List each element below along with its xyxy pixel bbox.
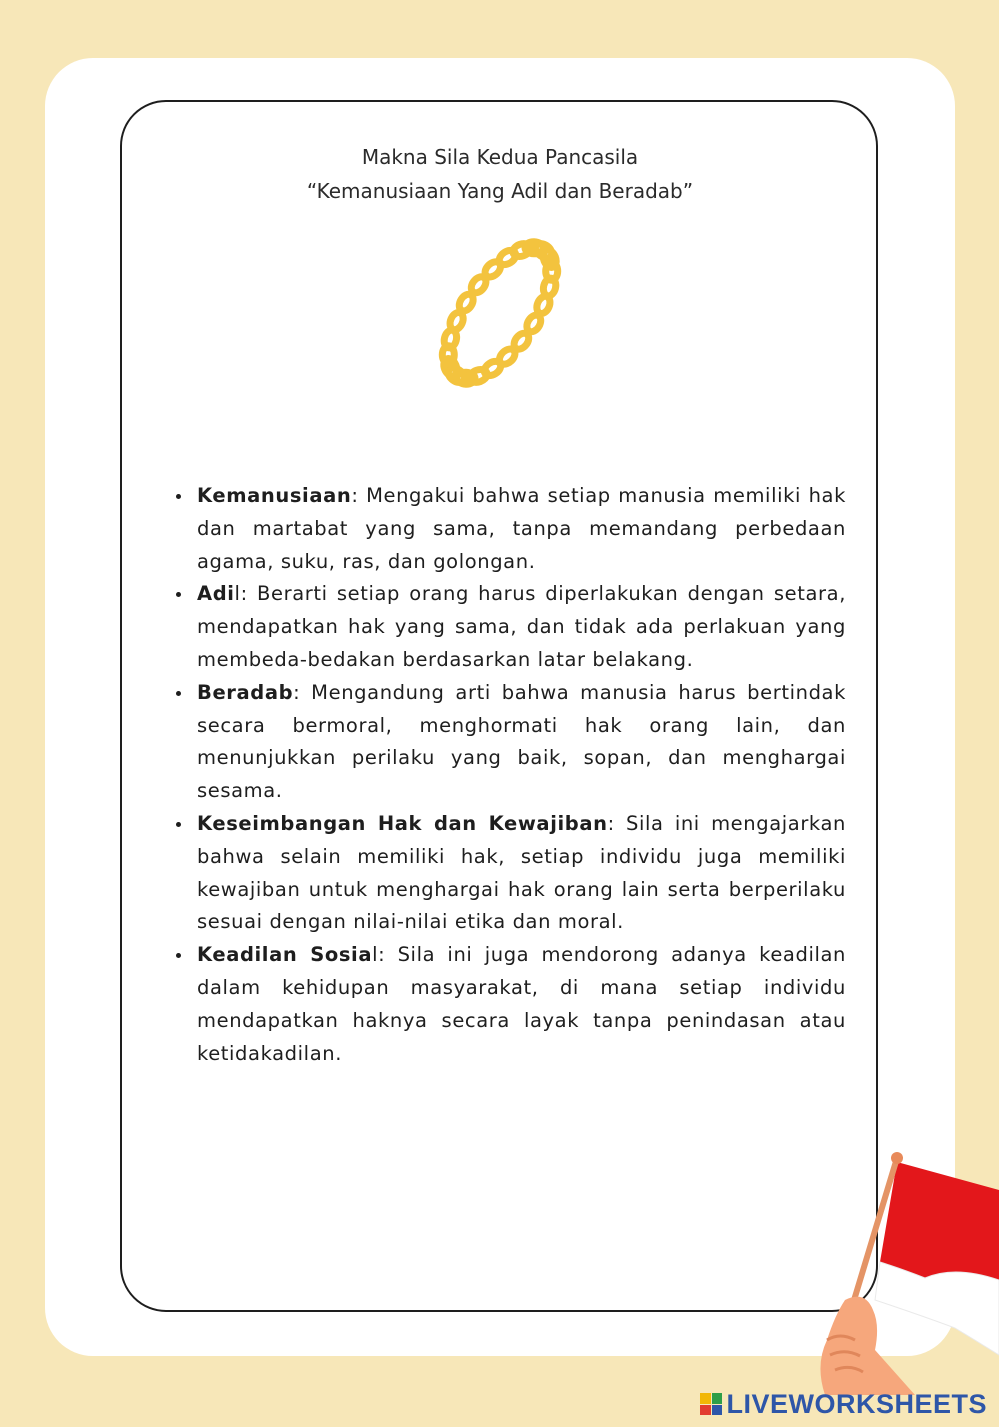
list-item bbox=[170, 808, 846, 939]
term-rest: l bbox=[372, 943, 379, 967]
list-item bbox=[170, 939, 846, 1070]
list-item bbox=[170, 578, 846, 676]
meaning-list bbox=[170, 480, 846, 1070]
gold-chain-icon bbox=[425, 228, 575, 398]
title-line: Makna Sila Kedua Pancasila bbox=[361, 145, 639, 169]
brand-name: LIVEWORKSHEETS bbox=[726, 1388, 987, 1419]
term: Keadilan Sosia bbox=[197, 943, 373, 967]
brand-watermark bbox=[700, 1389, 987, 1419]
description: : Berarti setiap orang harus diperlakukan dengan setara, mendapatkan hak yang sama, dan tidak ada perlakuan yang membeda-bedakan berdasarkan latar belakang. bbox=[197, 582, 846, 671]
term: Keseimbangan Hak dan Kewajiban bbox=[197, 811, 608, 835]
description: : Mengakui bahwa setiap manusia memiliki hak dan martabat yang sama, tanpa memandang perbedaan agama, suku, ras, dan golongan. bbox=[197, 484, 846, 573]
term: Kemanusiaan bbox=[197, 484, 352, 507]
term: Adi bbox=[197, 582, 235, 606]
term-rest: l bbox=[234, 582, 241, 606]
subtitle-line: “Kemanusiaan Yang Adil dan Beradab” bbox=[306, 179, 694, 203]
description: : Sila ini mengajarkan bahwa selain memiliki hak, setiap individu juga memiliki kewajiban untuk menghargai hak orang lain serta berperilaku sesuai dengan nilai-nilai etika dan moral. bbox=[197, 811, 846, 934]
description: : Mengandung arti bahwa manusia harus bertindak secara bermoral, menghormati hak orang lain, dan menunjukkan perilaku yang baik, sopan, dan menghargai sesama. bbox=[197, 680, 846, 803]
term: Beradab bbox=[197, 680, 294, 704]
page-title bbox=[150, 140, 850, 208]
description: : Sila ini juga mendorong adanya keadilan dalam kehidupan masyarakat, di mana setiap individu mendapatkan haknya secara layak tanpa penindasan atau ketidakadilan. bbox=[197, 943, 846, 1065]
liveworksheets-logo-icon bbox=[700, 1393, 722, 1415]
indonesian-flag-hand-icon bbox=[805, 1150, 999, 1395]
list-item bbox=[170, 480, 846, 578]
list-item bbox=[170, 677, 846, 808]
